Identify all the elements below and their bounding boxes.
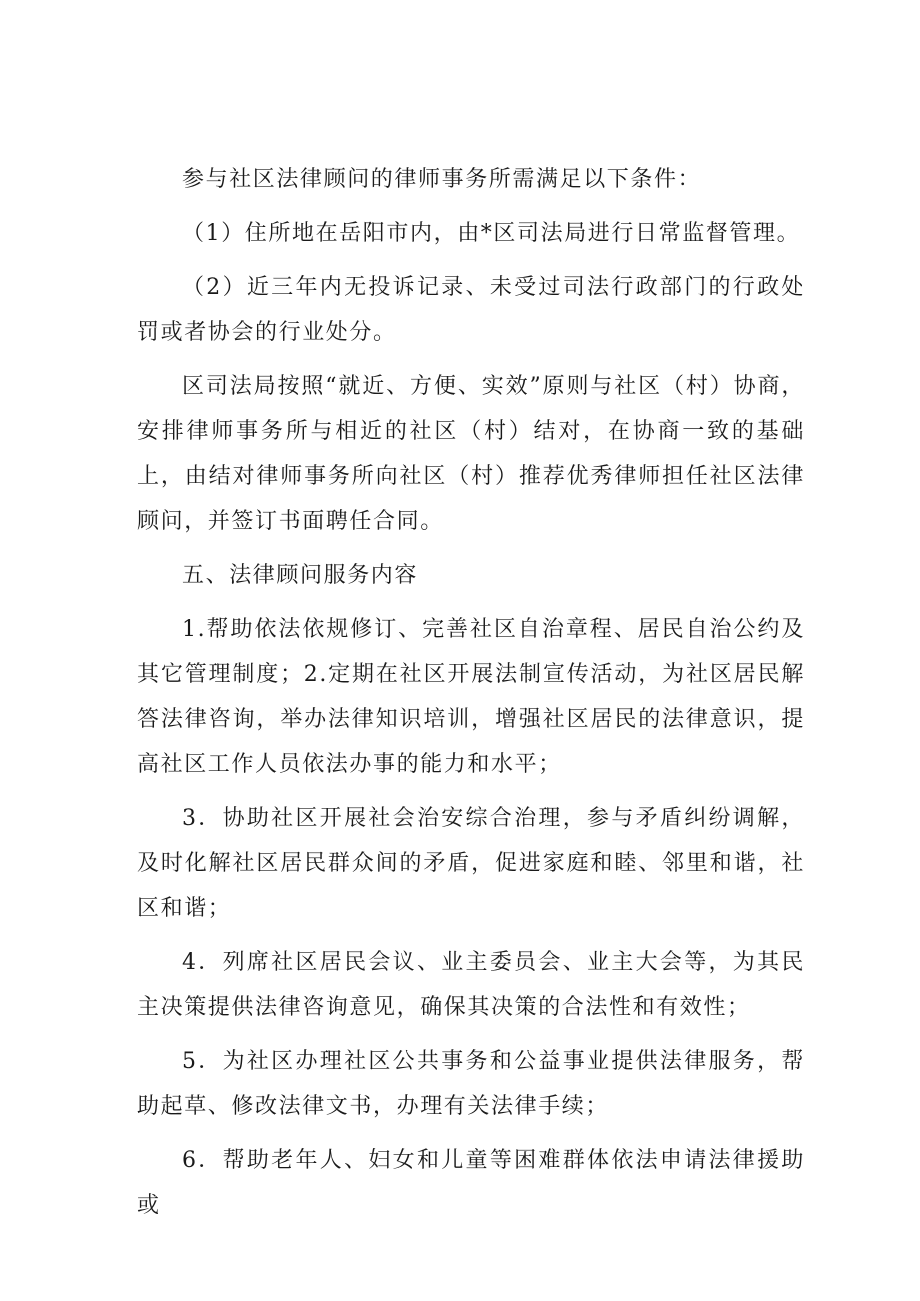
document-body	[137, 157, 805, 1237]
paragraph-conditions-intro: 参与社区法律顾问的律师事务所需满足以下条件：	[182, 167, 702, 192]
paragraph-item-1-2: 1.帮助依法依规修订、完善社区自治章程、居民自治公约及其它管理制度；2.定期在社区开展法制宣传活动，为社区居民解答法律咨询，举办法律知识培训，增强社区居民的法律意识，提高社区工作人员依法办事的能力和水平；	[137, 617, 805, 777]
paragraph-item-4: 4．列席社区居民会议、业主委员会、业主大会等，为其民主决策提供法律咨询意见，确保其决策的合法性和有效性；	[137, 950, 805, 1020]
paragraph-pairing-arrangement: 区司法局按照“就近、方便、实效”原则与社区（村）协商，安排律师事务所与相近的社区（村）结对，在协商一致的基础上，由结对律师事务所向社区（村）推荐优秀律师担任社区法律顾问，并签订书面聘任合同。	[137, 374, 805, 534]
paragraph-item-6: 6．帮助老年人、妇女和儿童等困难群体依法申请法律援助或	[137, 1148, 805, 1218]
paragraph-item-3: 3．协助社区开展社会治安综合治理，参与矛盾纠纷调解，及时化解社区居民群众间的矛盾，促进家庭和睦、邻里和谐，社区和谐；	[137, 806, 805, 921]
paragraph-condition-1: （1）住所地在岳阳市内，由*区司法局进行日常监督管理。	[182, 221, 801, 246]
paragraph-condition-2: （2）近三年内无投诉记录、未受过司法行政部门的行政处罚或者协会的行业处分。	[137, 275, 805, 345]
section-heading-service-content: 五、法律顾问服务内容	[182, 563, 419, 588]
paragraph-item-5: 5．为社区办理社区公共事务和公益事业提供法律服务，帮助起草、修改法律文书，办理有关法律手续；	[137, 1049, 805, 1119]
